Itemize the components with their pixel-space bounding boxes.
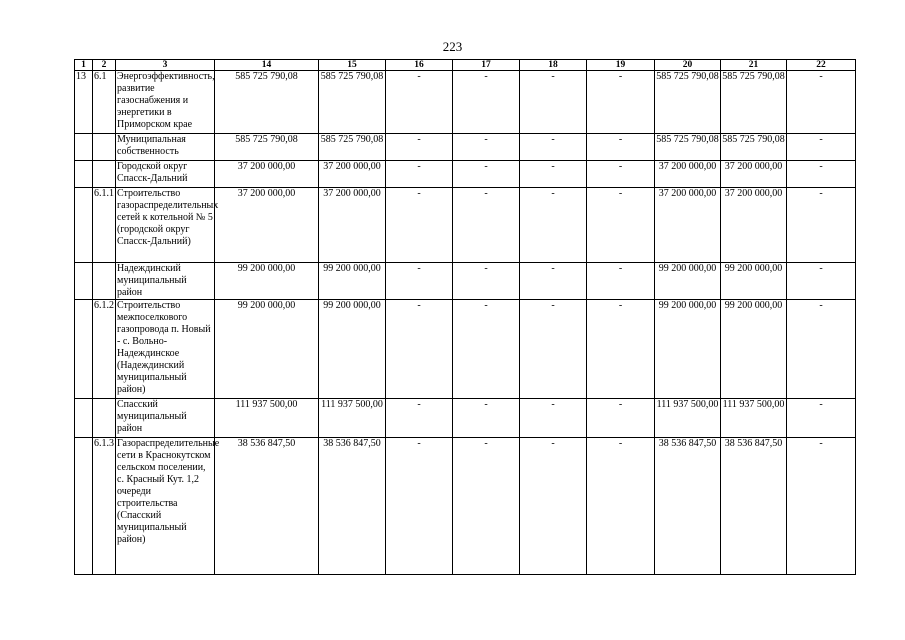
cell-col14: 38 536 847,50 xyxy=(215,438,319,575)
table-row xyxy=(75,161,856,188)
cell-col17: - xyxy=(453,263,520,300)
cell-col20: 585 725 790,08 xyxy=(655,71,721,134)
cell-col16: - xyxy=(386,399,453,438)
cell-col14: 585 725 790,08 xyxy=(215,71,319,134)
cell-number xyxy=(75,399,93,438)
table-row xyxy=(75,300,856,399)
cell-col18: - xyxy=(520,71,587,134)
cell-col19: - xyxy=(587,134,655,161)
cell-col14: 37 200 000,00 xyxy=(215,188,319,263)
cell-col15: 99 200 000,00 xyxy=(319,263,386,300)
cell-col19: - xyxy=(587,263,655,300)
cell-col20: 38 536 847,50 xyxy=(655,438,721,575)
cell-code: 6.1 xyxy=(93,71,116,134)
cell-col18: - xyxy=(520,438,587,575)
cell-code xyxy=(93,134,116,161)
cell-name: Муниципальная собственность xyxy=(116,134,215,161)
column-header: 20 xyxy=(655,60,721,71)
cell-col19: - xyxy=(587,188,655,263)
cell-number: 13 xyxy=(75,71,93,134)
cell-name: Строительство газораспределительных сетей к котельной № 5 (городской округ Спасск-Дальний) xyxy=(116,188,215,263)
cell-number xyxy=(75,263,93,300)
cell-col22: - xyxy=(787,300,856,399)
cell-col21: 585 725 790,08 xyxy=(721,71,787,134)
cell-col20: 99 200 000,00 xyxy=(655,300,721,399)
cell-col16: - xyxy=(386,161,453,188)
cell-col19: - xyxy=(587,300,655,399)
column-header: 22 xyxy=(787,60,856,71)
cell-name: Энергоэффективность, развитие газоснабжения и энергетики в Приморском крае xyxy=(116,71,215,134)
cell-col20: 37 200 000,00 xyxy=(655,188,721,263)
cell-col19: - xyxy=(587,438,655,575)
cell-col14: 111 937 500,00 xyxy=(215,399,319,438)
column-header: 1 xyxy=(75,60,93,71)
cell-col19: - xyxy=(587,161,655,188)
cell-col22: - xyxy=(787,134,856,161)
cell-col17: - xyxy=(453,438,520,575)
cell-name: Газораспределительные сети в Краснокутском сельском поселении, с. Красный Кут. 1,2 очереди строительства (Спасский муниципальный район) xyxy=(116,438,215,575)
cell-code xyxy=(93,399,116,438)
cell-col14: 585 725 790,08 xyxy=(215,134,319,161)
column-header: 3 xyxy=(116,60,215,71)
cell-number xyxy=(75,188,93,263)
cell-col22: - xyxy=(787,188,856,263)
budget-table xyxy=(74,59,856,575)
cell-col18: - xyxy=(520,300,587,399)
cell-col22: - xyxy=(787,438,856,575)
cell-number xyxy=(75,134,93,161)
table-row xyxy=(75,438,856,575)
cell-name: Городской округ Спасск-Дальний xyxy=(116,161,215,188)
cell-col15: 111 937 500,00 xyxy=(319,399,386,438)
cell-code xyxy=(93,161,116,188)
column-header: 16 xyxy=(386,60,453,71)
table-row xyxy=(75,188,856,263)
cell-col16: - xyxy=(386,188,453,263)
column-header: 15 xyxy=(319,60,386,71)
cell-col15: 585 725 790,08 xyxy=(319,134,386,161)
cell-col21: 585 725 790,08 xyxy=(721,134,787,161)
cell-code: 6.1.3 xyxy=(93,438,116,575)
column-header: 17 xyxy=(453,60,520,71)
cell-code: 6.1.1 xyxy=(93,188,116,263)
cell-number xyxy=(75,438,93,575)
cell-col15: 585 725 790,08 xyxy=(319,71,386,134)
cell-col20: 37 200 000,00 xyxy=(655,161,721,188)
cell-col15: 37 200 000,00 xyxy=(319,188,386,263)
cell-name: Спасский муниципальный район xyxy=(116,399,215,438)
cell-number xyxy=(75,161,93,188)
cell-col21: 99 200 000,00 xyxy=(721,300,787,399)
cell-code: 6.1.2 xyxy=(93,300,116,399)
cell-number xyxy=(75,300,93,399)
cell-col22: - xyxy=(787,161,856,188)
cell-col19: - xyxy=(587,399,655,438)
column-header: 21 xyxy=(721,60,787,71)
page-number: 223 xyxy=(442,39,463,54)
cell-col22: - xyxy=(787,71,856,134)
cell-code xyxy=(93,263,116,300)
cell-col21: 99 200 000,00 xyxy=(721,263,787,300)
column-header: 19 xyxy=(587,60,655,71)
column-header: 18 xyxy=(520,60,587,71)
cell-col17: - xyxy=(453,161,520,188)
cell-col20: 585 725 790,08 xyxy=(655,134,721,161)
cell-col16: - xyxy=(386,438,453,575)
column-header: 2 xyxy=(93,60,116,71)
cell-col17: - xyxy=(453,399,520,438)
cell-col20: 99 200 000,00 xyxy=(655,263,721,300)
cell-col18: - xyxy=(520,399,587,438)
column-header: 14 xyxy=(215,60,319,71)
table-row xyxy=(75,399,856,438)
cell-name: Надеждинский муниципальный район xyxy=(116,263,215,300)
cell-col21: 111 937 500,00 xyxy=(721,399,787,438)
cell-col18: - xyxy=(520,134,587,161)
cell-col15: 38 536 847,50 xyxy=(319,438,386,575)
cell-col22: - xyxy=(787,263,856,300)
cell-col16: - xyxy=(386,134,453,161)
cell-col21: 37 200 000,00 xyxy=(721,188,787,263)
header-row xyxy=(75,60,856,71)
cell-col22: - xyxy=(787,399,856,438)
cell-col14: 99 200 000,00 xyxy=(215,263,319,300)
cell-col17: - xyxy=(453,300,520,399)
cell-col18: - xyxy=(520,188,587,263)
cell-col14: 37 200 000,00 xyxy=(215,161,319,188)
cell-col14: 99 200 000,00 xyxy=(215,300,319,399)
cell-col16: - xyxy=(386,263,453,300)
cell-col17: - xyxy=(453,71,520,134)
cell-name: Строительство межпоселкового газопровода п. Новый - с. Вольно-Надеждинское (Надеждинский муниципальный район) xyxy=(116,300,215,399)
cell-col21: 38 536 847,50 xyxy=(721,438,787,575)
cell-col21: 37 200 000,00 xyxy=(721,161,787,188)
cell-col18: - xyxy=(520,161,587,188)
cell-col17: - xyxy=(453,134,520,161)
table-row xyxy=(75,71,856,134)
cell-col17: - xyxy=(453,188,520,263)
cell-col15: 99 200 000,00 xyxy=(319,300,386,399)
cell-col20: 111 937 500,00 xyxy=(655,399,721,438)
table-row xyxy=(75,134,856,161)
cell-col16: - xyxy=(386,300,453,399)
cell-col19: - xyxy=(587,71,655,134)
cell-col15: 37 200 000,00 xyxy=(319,161,386,188)
table-row xyxy=(75,263,856,300)
cell-col16: - xyxy=(386,71,453,134)
cell-col18: - xyxy=(520,263,587,300)
